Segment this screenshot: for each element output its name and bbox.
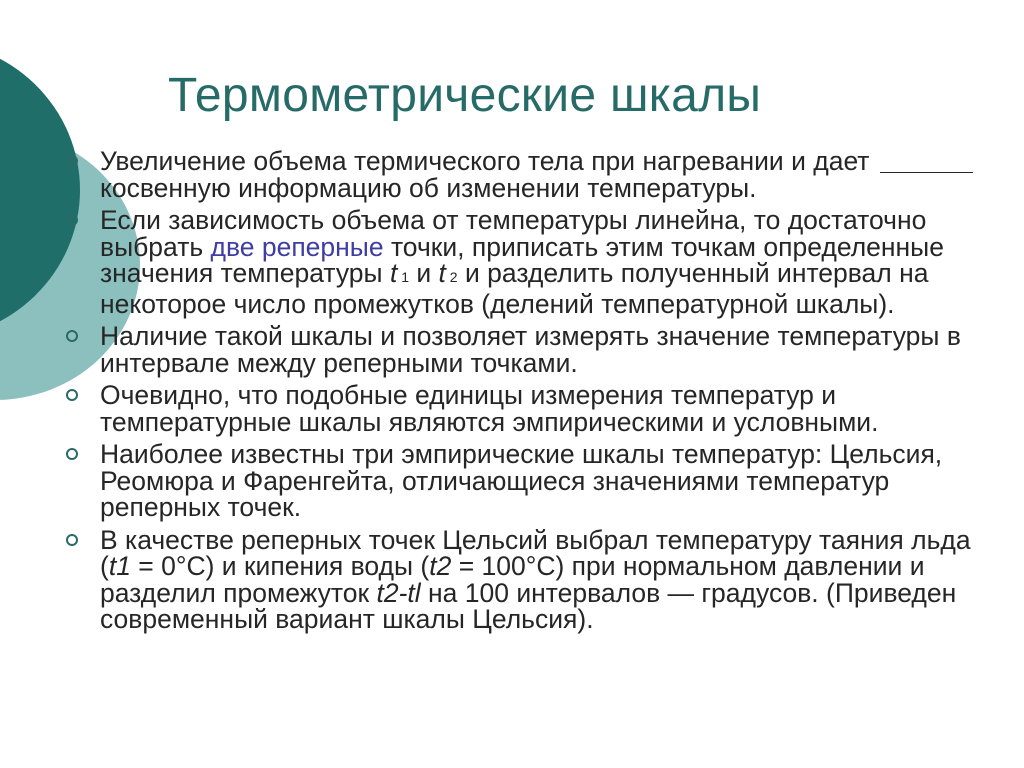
variable-t1: t1	[108, 551, 131, 581]
bullet-text: = 0°С) и кипения воды (	[130, 551, 430, 581]
variable-subscript: 1	[397, 269, 410, 285]
bullet-text: на 100 интервалов — градусов. (Приведен современный вариант шкалы Цельсия).	[100, 577, 957, 634]
variable-t: t	[438, 258, 446, 288]
bullet-item	[62, 524, 982, 634]
bullet-text: = 100°С) при нормальном давлении и разделил промежуток	[100, 551, 925, 608]
bullet-text: и разделить полученный интервал на некоторое число промежутков (делений температурной шкалы).	[100, 258, 929, 319]
bullet-item	[62, 382, 982, 435]
bullet-text: Если зависимость объема от температуры линейна, то достаточно выбрать	[100, 205, 927, 262]
bullet-text: Наличие такой шкалы и позволяет измерять значение температуры в интервале между реперными точками.	[100, 321, 961, 378]
variable-t: t	[389, 258, 398, 288]
ring-bullet-icon	[66, 448, 78, 460]
variable-subscript: 2	[445, 269, 458, 285]
bullet-item	[62, 148, 982, 201]
variable-interval: t2-tl	[376, 577, 421, 608]
bullet-text: Наиболее известны три эмпирические шкалы температур: Цельсия, Реомюра и Фаренгейта, отличающиеся значениями температур реперных точек.	[100, 439, 943, 522]
ring-bullet-icon	[66, 330, 78, 342]
variable-t2: t2	[429, 551, 452, 581]
highlighted-text: две реперные	[210, 231, 384, 262]
ring-bullet-icon	[66, 214, 78, 226]
bullet-item	[62, 323, 982, 376]
bullet-text: и	[409, 258, 439, 288]
ring-bullet-icon	[66, 155, 78, 167]
bullet-text: Увеличение объема термического тела при нагревании и дает косвенную информацию об изменении температуры.	[100, 146, 870, 203]
ring-bullet-icon	[66, 534, 78, 546]
bullet-list	[62, 148, 982, 639]
ring-bullet-icon	[66, 389, 78, 401]
bullet-text: точки, приписать этим точкам определенные значения температуры	[100, 231, 944, 288]
bullet-text: Очевидно, что подобные единицы измерения температур и температурные шкалы являются эмпирическими и условными.	[100, 380, 879, 437]
bullet-text: В качестве реперных точек Цельсий выбрал температуру таяния льда (	[100, 524, 971, 581]
bullet-item	[62, 207, 982, 317]
bullet-item	[62, 441, 982, 521]
slide-title: Термометрические шкалы	[168, 69, 762, 122]
